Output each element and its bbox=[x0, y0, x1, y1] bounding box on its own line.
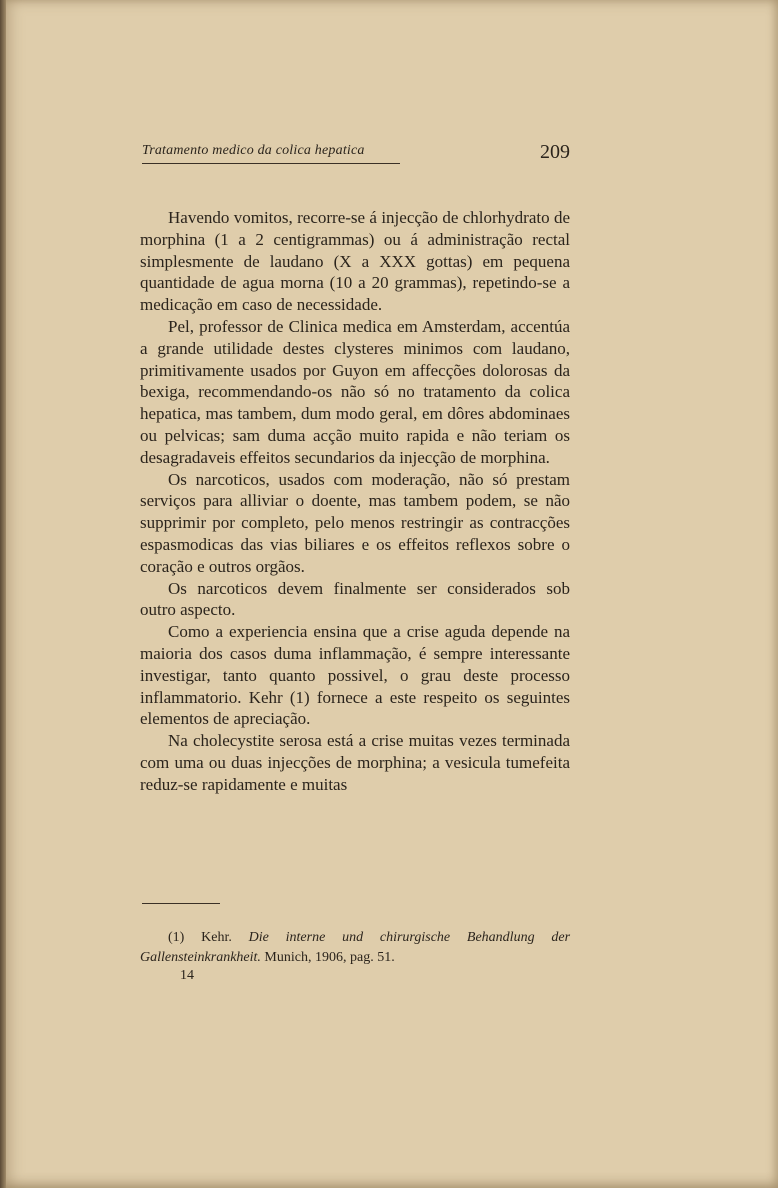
running-title: Tratamento medico da colica hepatica bbox=[142, 143, 365, 158]
paragraph: Os narcoticos, usados com moderação, não só prestam serviços para alliviar o doente, mas tambem podem, se não supprimir por completo, pelo menos restringir as contracções espasmodicas das vias biliares e os effeitos reflexos sobre o coração e outros orgãos. bbox=[140, 469, 570, 576]
paragraph: Na cholecystite serosa está a crise muitas vezes terminada com uma ou duas injecções de morphina; a vesicula tumefeita reduz-se rapidamente e muitas bbox=[140, 731, 570, 794]
body-text bbox=[140, 207, 570, 796]
footnote-rule bbox=[142, 903, 220, 904]
footnote-rest: Munich, 1906, pag. 51. bbox=[264, 950, 395, 965]
footnote-author: Kehr. bbox=[201, 930, 232, 945]
paragraph: Pel, professor de Clinica medica em Amsterdam, accentúa a grande utilidade destes clysteres minimos com laudano, primitivamente usados por Guyon em affecções dolorosas da bexiga, recommendando-os não só no tratamento da colica hepatica, mas tambem, dum modo geral, em dôres abdominaes ou pelvicas; sam duma acção muito rapida e não teriam os desagradaveis effeitos secundarios da injecção de morphina. bbox=[140, 316, 570, 467]
page-header bbox=[142, 143, 570, 173]
page-spine-shadow bbox=[0, 0, 6, 1188]
signature-mark: 14 bbox=[180, 968, 194, 983]
paragraph: Havendo vomitos, recorre-se á injecção de chlorhydrato de morphina (1 a 2 centigrammas) ou á administração rectal simplesmente de laudano (X a XXX gottas) em pequena quantidade de agua morna (10 a 20 grammas), repetindo-se a medicação em caso de necessidade. bbox=[140, 208, 570, 315]
paragraph: Como a experiencia ensina que a crise aguda depende na maioria dos casos duma inflammação, é sempre interessante investigar, tanto quanto possivel, o grau deste processo inflammatorio. Kehr (1) fornece a este respeito os seguintes elementos de apreciação. bbox=[140, 622, 570, 729]
footnote-title: Die interne und chirurgische Behandlung der Gallensteinkrankheit. bbox=[140, 930, 571, 965]
footnote-marker: (1) bbox=[168, 930, 185, 945]
header-rule bbox=[142, 163, 400, 164]
paragraph: Os narcoticos devem finalmente ser considerados sob outro aspecto. bbox=[140, 578, 570, 620]
footnote-text bbox=[140, 928, 570, 968]
page-number: 209 bbox=[540, 141, 570, 163]
footnote bbox=[140, 928, 570, 968]
